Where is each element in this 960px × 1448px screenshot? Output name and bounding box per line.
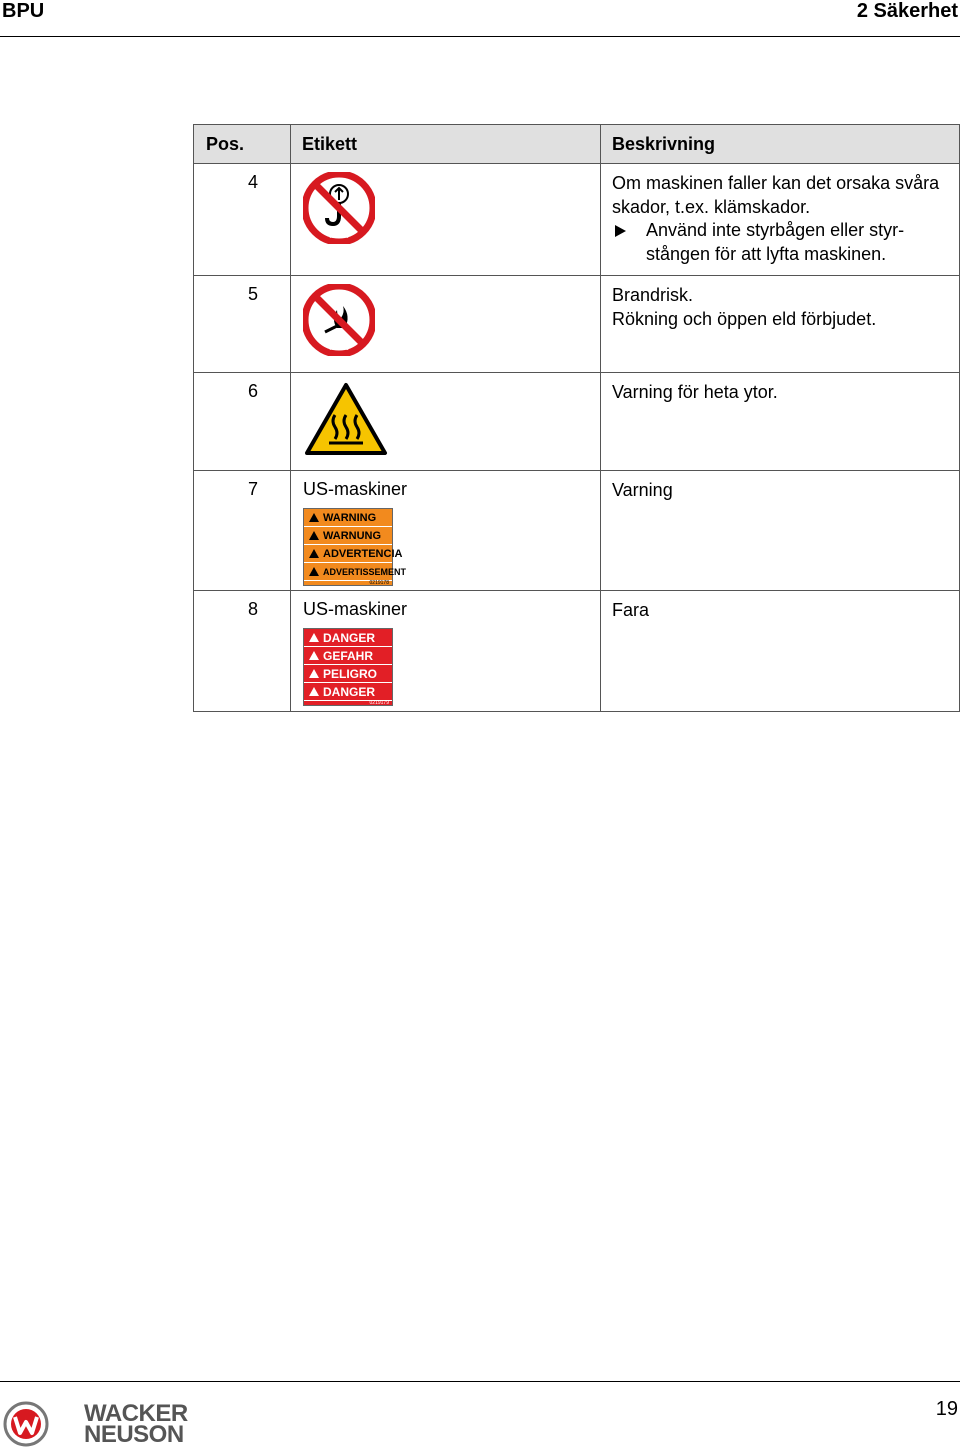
plaque-text: WARNUNG [323, 529, 382, 542]
label-table [193, 124, 960, 712]
plaque-code: 0219179 [304, 701, 392, 705]
plaque-text: DANGER [323, 630, 376, 645]
bullet-triangle-icon [615, 225, 626, 237]
instruction-bullet [612, 219, 951, 266]
column-header-pos: Pos. [194, 125, 291, 164]
plaque-row [304, 545, 403, 563]
warning-triangle-icon [309, 651, 319, 660]
plaque-text: DANGER [323, 684, 376, 699]
row-pos: 5 [194, 276, 291, 373]
plaque-row [304, 683, 392, 701]
plaque-text: PELIGRO [323, 666, 378, 681]
table-row [194, 164, 960, 276]
row-pos: 6 [194, 373, 291, 471]
row-label [291, 591, 601, 712]
column-header-description: Beskrivning [601, 125, 960, 164]
plaque-row [304, 527, 392, 545]
row-pos: 8 [194, 591, 291, 712]
plaque-row [304, 563, 407, 581]
plaque-text: GEFAHR [323, 648, 374, 663]
brand-line-1: WACKER [84, 1400, 188, 1427]
plaque-text: ADVERTENCIA [323, 547, 403, 560]
footer-rule [0, 1381, 960, 1382]
description-text: Brandrisk. [612, 285, 694, 305]
row-description [601, 164, 960, 276]
table-row [194, 471, 960, 591]
sign-code: 0220009 [329, 234, 349, 240]
brand-logo [3, 1401, 188, 1447]
bullet-text: Använd inte styrbågen eller styr-stången för att lyfta maskinen. [646, 220, 905, 264]
row-description [601, 591, 960, 712]
plaque-text: WARNING [323, 511, 377, 524]
label-text: US-maskiner [303, 599, 408, 619]
table-row [194, 373, 960, 471]
plaque-text: ADVERTISSEMENT [323, 566, 407, 577]
description-text: Varning [612, 480, 673, 500]
hot-surface-warning-icon [303, 381, 389, 457]
description-text: Rökning och öppen eld förbjudet. [612, 308, 877, 329]
warning-triangle-icon [309, 531, 319, 540]
warning-plaque [303, 508, 407, 586]
row-label [291, 471, 601, 591]
table-row [194, 276, 960, 373]
warning-triangle-icon [309, 549, 319, 558]
row-pos: 7 [194, 471, 291, 591]
no-lifting-hook-sign-icon [303, 172, 375, 244]
no-open-flame-sign-icon [303, 284, 375, 356]
row-description [601, 471, 960, 591]
table-header-row [194, 125, 960, 164]
plaque-row [304, 647, 392, 665]
brand-wordmark [84, 1400, 188, 1448]
description-text: Fara [612, 600, 650, 620]
danger-plaque [303, 628, 393, 706]
description-text: Om maskinen faller kan det orsaka svåra skador, t.ex. klämskador. [612, 173, 940, 217]
plaque-row [304, 629, 392, 647]
warning-triangle-icon [309, 633, 319, 642]
warning-triangle-icon [309, 669, 319, 678]
description-text: Varning för heta ytor. [612, 382, 778, 402]
plaque-row [304, 665, 392, 683]
warning-triangle-icon [309, 567, 319, 576]
row-description [601, 276, 960, 373]
plaque-code: 0219178 [304, 581, 392, 585]
row-label [291, 164, 601, 276]
wacker-neuson-emblem-icon [3, 1401, 49, 1447]
column-header-label: Etikett [291, 125, 601, 164]
warning-triangle-icon [309, 513, 319, 522]
row-label [291, 373, 601, 471]
label-text: US-maskiner [303, 479, 408, 499]
sign-code: 0219181 [329, 346, 349, 352]
warning-triangle-icon [309, 687, 319, 696]
row-pos: 4 [194, 164, 291, 276]
header-rule [0, 36, 960, 37]
header-doc-title: BPU [2, 0, 45, 22]
row-description [601, 373, 960, 471]
brand-line-2: NEUSON [84, 1421, 184, 1448]
header-section-title: 2 Säkerhet [856, 0, 958, 22]
table-row [194, 591, 960, 712]
plaque-row [304, 509, 392, 527]
page-number: 19 [935, 1398, 958, 1420]
row-label [291, 276, 601, 373]
